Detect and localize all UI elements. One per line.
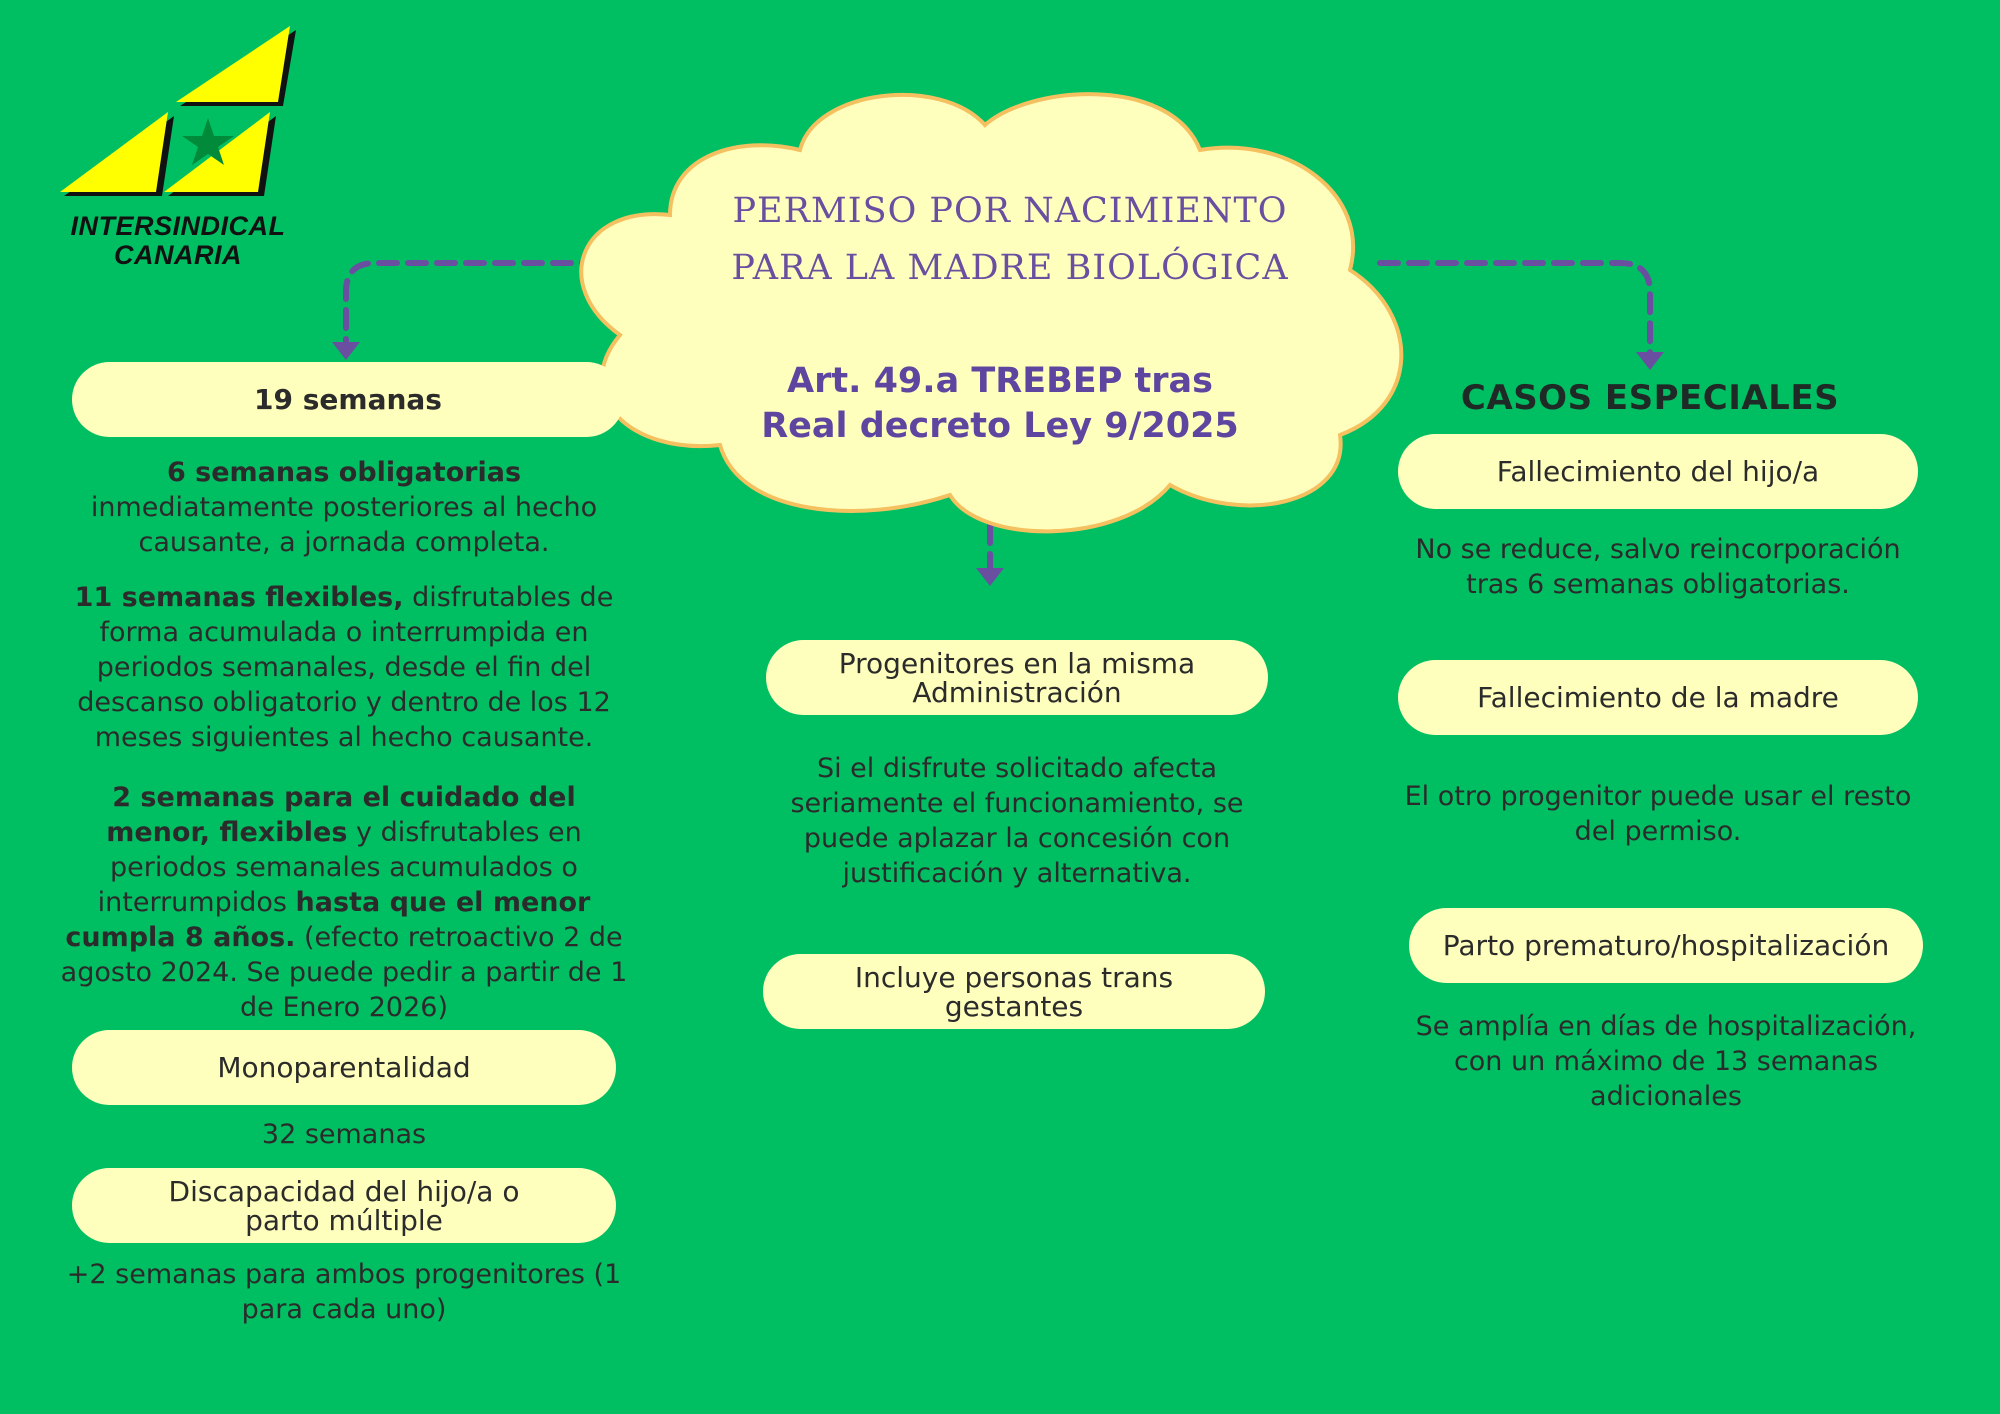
mother-death-pill: Fallecimiento de la madre: [1398, 660, 1918, 735]
flexible-weeks-text: disfrutables de forma acumulada o interrumpida en periodos semanales, desde el fin del descanso obligatorio y dentro de los 12 meses siguientes al hecho causante.: [77, 582, 614, 753]
subtitle-line-1: Art. 49.a TREBEP tras: [787, 361, 1213, 401]
childcare-weeks-bold-2: hasta que el menor cumpla 8 años.: [65, 887, 591, 953]
arrow-left-head: [332, 342, 360, 360]
same-admin-pill: Progenitores en la misma Administración: [766, 640, 1268, 715]
logo-line-2: CANARIA: [114, 240, 242, 270]
weeks-pill: 19 semanas: [72, 362, 624, 437]
obligatory-weeks-bold: 6 semanas obligatorias: [166, 457, 522, 488]
premature-pill: Parto prematuro/hospitalización: [1409, 908, 1923, 983]
title-line-2: PARA LA MADRE BIOLÓGICA: [731, 248, 1289, 288]
title-line-1: PERMISO POR NACIMIENTO: [732, 191, 1288, 231]
flexible-weeks-paragraph: [60, 580, 628, 755]
arrow-right-head: [1636, 352, 1664, 370]
disability-value: +2 semanas para ambos progenitores (1 para cada uno): [66, 1259, 622, 1325]
obligatory-weeks-text: inmediatamente posteriores al hecho causante, a jornada completa.: [90, 492, 598, 558]
childcare-weeks-paragraph: [60, 780, 628, 1025]
trans-pill: Incluye personas trans gestantes: [763, 954, 1265, 1029]
subtitle-line-2: Real decreto Ley 9/2025: [761, 406, 1239, 446]
child-death-text: No se reduce, salvo reincorporación tras 6 semanas obligatorias.: [1415, 534, 1901, 600]
mother-death-text: El otro progenitor puede usar el resto del permiso.: [1404, 781, 1912, 847]
disability-pill: Discapacidad del hijo/a o parto múltiple: [72, 1168, 616, 1243]
special-cases-heading: CASOS ESPECIALES: [1460, 378, 1840, 418]
premature-text: Se amplía en días de hospitalización, con un máximo de 13 semanas adicionales: [1415, 1011, 1917, 1112]
flexible-weeks-bold: 11 semanas flexibles,: [74, 582, 404, 613]
title-cloud: [560, 55, 1420, 545]
childcare-weeks-text-2: (efecto retroactivo 2 de agosto 2024. Se puede pedir a partir de 1 de Enero 2026): [60, 922, 628, 1023]
arrow-center-head: [976, 568, 1004, 586]
intersindical-logo-icon: [58, 26, 298, 206]
childcare-weeks-text-1: y disfrutables en periodos semanales acumulados o interrumpidos: [97, 817, 582, 918]
monoparentality-pill: Monoparentalidad: [72, 1030, 616, 1105]
same-admin-text: Si el disfrute solicitado afecta seriamente el funcionamiento, se puede aplazar la concesión con justificación y alternativa.: [790, 753, 1244, 889]
child-death-pill: Fallecimiento del hijo/a: [1398, 434, 1918, 509]
obligatory-weeks-paragraph: [60, 455, 628, 560]
page-title: [700, 183, 1320, 297]
childcare-weeks-bold-1: 2 semanas para el cuidado del menor, flexibles: [106, 782, 576, 848]
monoparentality-value: 32 semanas: [261, 1119, 427, 1150]
logo-line-1: INTERSINDICAL: [70, 211, 286, 241]
logo-text: [62, 212, 294, 270]
page-subtitle: [700, 359, 1300, 449]
arrow-right-path: [1380, 263, 1650, 358]
